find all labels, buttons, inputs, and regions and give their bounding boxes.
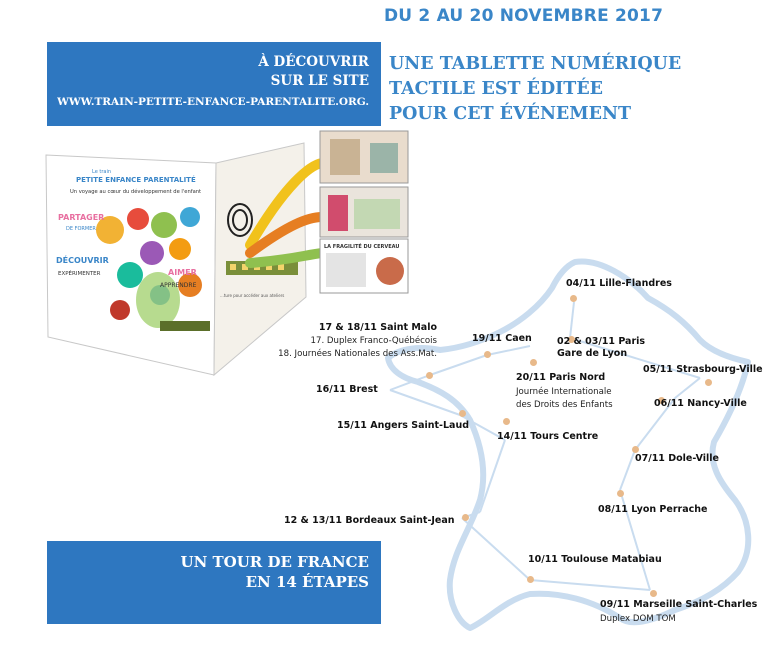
stop-bordeaux: 12 & 13/11 Bordeaux Saint-Jean bbox=[284, 515, 455, 526]
stop-brest: 16/11 Brest bbox=[316, 384, 378, 395]
stop-lille: 04/11 Lille-Flandres bbox=[566, 278, 672, 289]
discover-line-2: SUR LE SITE bbox=[270, 73, 369, 89]
brochure-word-6: APPRENDRE bbox=[160, 282, 197, 289]
event-dates: DU 2 AU 20 NOVEMBRE 2017 bbox=[384, 6, 664, 26]
tour-line-1: UN TOUR DE FRANCE bbox=[180, 553, 369, 571]
brochure-word-1: PARTAGER bbox=[58, 213, 105, 222]
stop-paris-nord: 20/11 Paris Nord bbox=[516, 372, 606, 383]
headline-line-2: TACTILE EST ÉDITÉE bbox=[389, 79, 604, 99]
brochure-tagline: Un voyage au cœur du développement de l'enfant bbox=[70, 189, 202, 195]
stop-paris-gdl-line-2: Gare de Lyon bbox=[557, 348, 628, 359]
stop-paris-nord-sub-1: Journée Internationale bbox=[516, 387, 612, 397]
stop-dot-strasbourg bbox=[705, 379, 712, 386]
screen-title: LA FRAGILITÉ DU CERVEAU bbox=[324, 244, 400, 250]
stop-caen: 19/11 Caen bbox=[472, 333, 532, 344]
stop-strasbourg: 05/11 Strasbourg-Ville bbox=[643, 364, 763, 375]
brochure-caption: ...ture pour accéder aux ateliers bbox=[220, 293, 285, 298]
stop-saint-malo: 17 & 18/11 Saint Malo bbox=[318, 322, 437, 333]
brochure-word-5: AIMER bbox=[168, 268, 197, 277]
brochure-word-4: EXPÉRIMENTER bbox=[58, 271, 101, 277]
stop-saint-malo-sub-2: 18. Journées Nationales des Ass.Mat. bbox=[278, 349, 437, 359]
stop-marseille-sub: Duplex DOM TOM bbox=[600, 614, 676, 624]
tour-line-2: EN 14 ÉTAPES bbox=[245, 573, 369, 591]
stop-paris-gdl-line-1: 02 & 03/11 Paris bbox=[557, 336, 646, 347]
stop-dot-angers bbox=[459, 410, 466, 417]
discover-banner bbox=[47, 42, 381, 126]
stop-dot-toulouse bbox=[527, 576, 534, 583]
tour-banner bbox=[47, 541, 381, 624]
stop-dot-lyon bbox=[617, 490, 624, 497]
stop-marseille: 09/11 Marseille Saint-Charles bbox=[600, 599, 758, 610]
stop-lyon: 08/11 Lyon Perrache bbox=[598, 504, 708, 515]
brochure-title-small: Le train bbox=[92, 169, 112, 175]
headline-line-3: POUR CET ÉVÉNEMENT bbox=[389, 104, 632, 124]
stop-saint-malo-sub-1: 17. Duplex Franco-Québécois bbox=[310, 336, 437, 346]
stop-dot-caen bbox=[484, 351, 491, 358]
stop-paris-nord-sub-2: des Droits des Enfants bbox=[516, 400, 613, 410]
stop-toulouse: 10/11 Toulouse Matabiau bbox=[528, 554, 662, 565]
stop-tours: 14/11 Tours Centre bbox=[497, 431, 599, 442]
stop-angers: 15/11 Angers Saint-Laud bbox=[337, 420, 470, 431]
stop-dot-paris-nord bbox=[530, 359, 537, 366]
stop-dot-dole bbox=[632, 446, 639, 453]
discover-line-1: À DÉCOUVRIR bbox=[258, 54, 369, 70]
brochure-title: PETITE ENFANCE PARENTALITÉ bbox=[76, 176, 196, 184]
stop-nancy: 06/11 Nancy-Ville bbox=[654, 398, 747, 409]
brochure-word-3: DÉCOUVRIR bbox=[56, 256, 109, 265]
stop-dot-bordeaux bbox=[462, 514, 469, 521]
stop-dot-marseille bbox=[650, 590, 657, 597]
stop-dot-tours bbox=[503, 418, 510, 425]
stop-dole: 07/11 Dole-Ville bbox=[635, 453, 719, 464]
stop-dot-lille bbox=[570, 295, 577, 302]
headline-line-1: UNE TABLETTE NUMÉRIQUE bbox=[389, 54, 682, 74]
website-url[interactable]: WWW.TRAIN-PETITE-ENFANCE-PARENTALITE.ORG. bbox=[57, 96, 369, 108]
tablet-headline bbox=[389, 52, 681, 127]
stop-dot-saint-malo bbox=[426, 372, 433, 379]
brochure-word-2: DE FORMER bbox=[66, 226, 96, 232]
france-map bbox=[330, 250, 774, 640]
